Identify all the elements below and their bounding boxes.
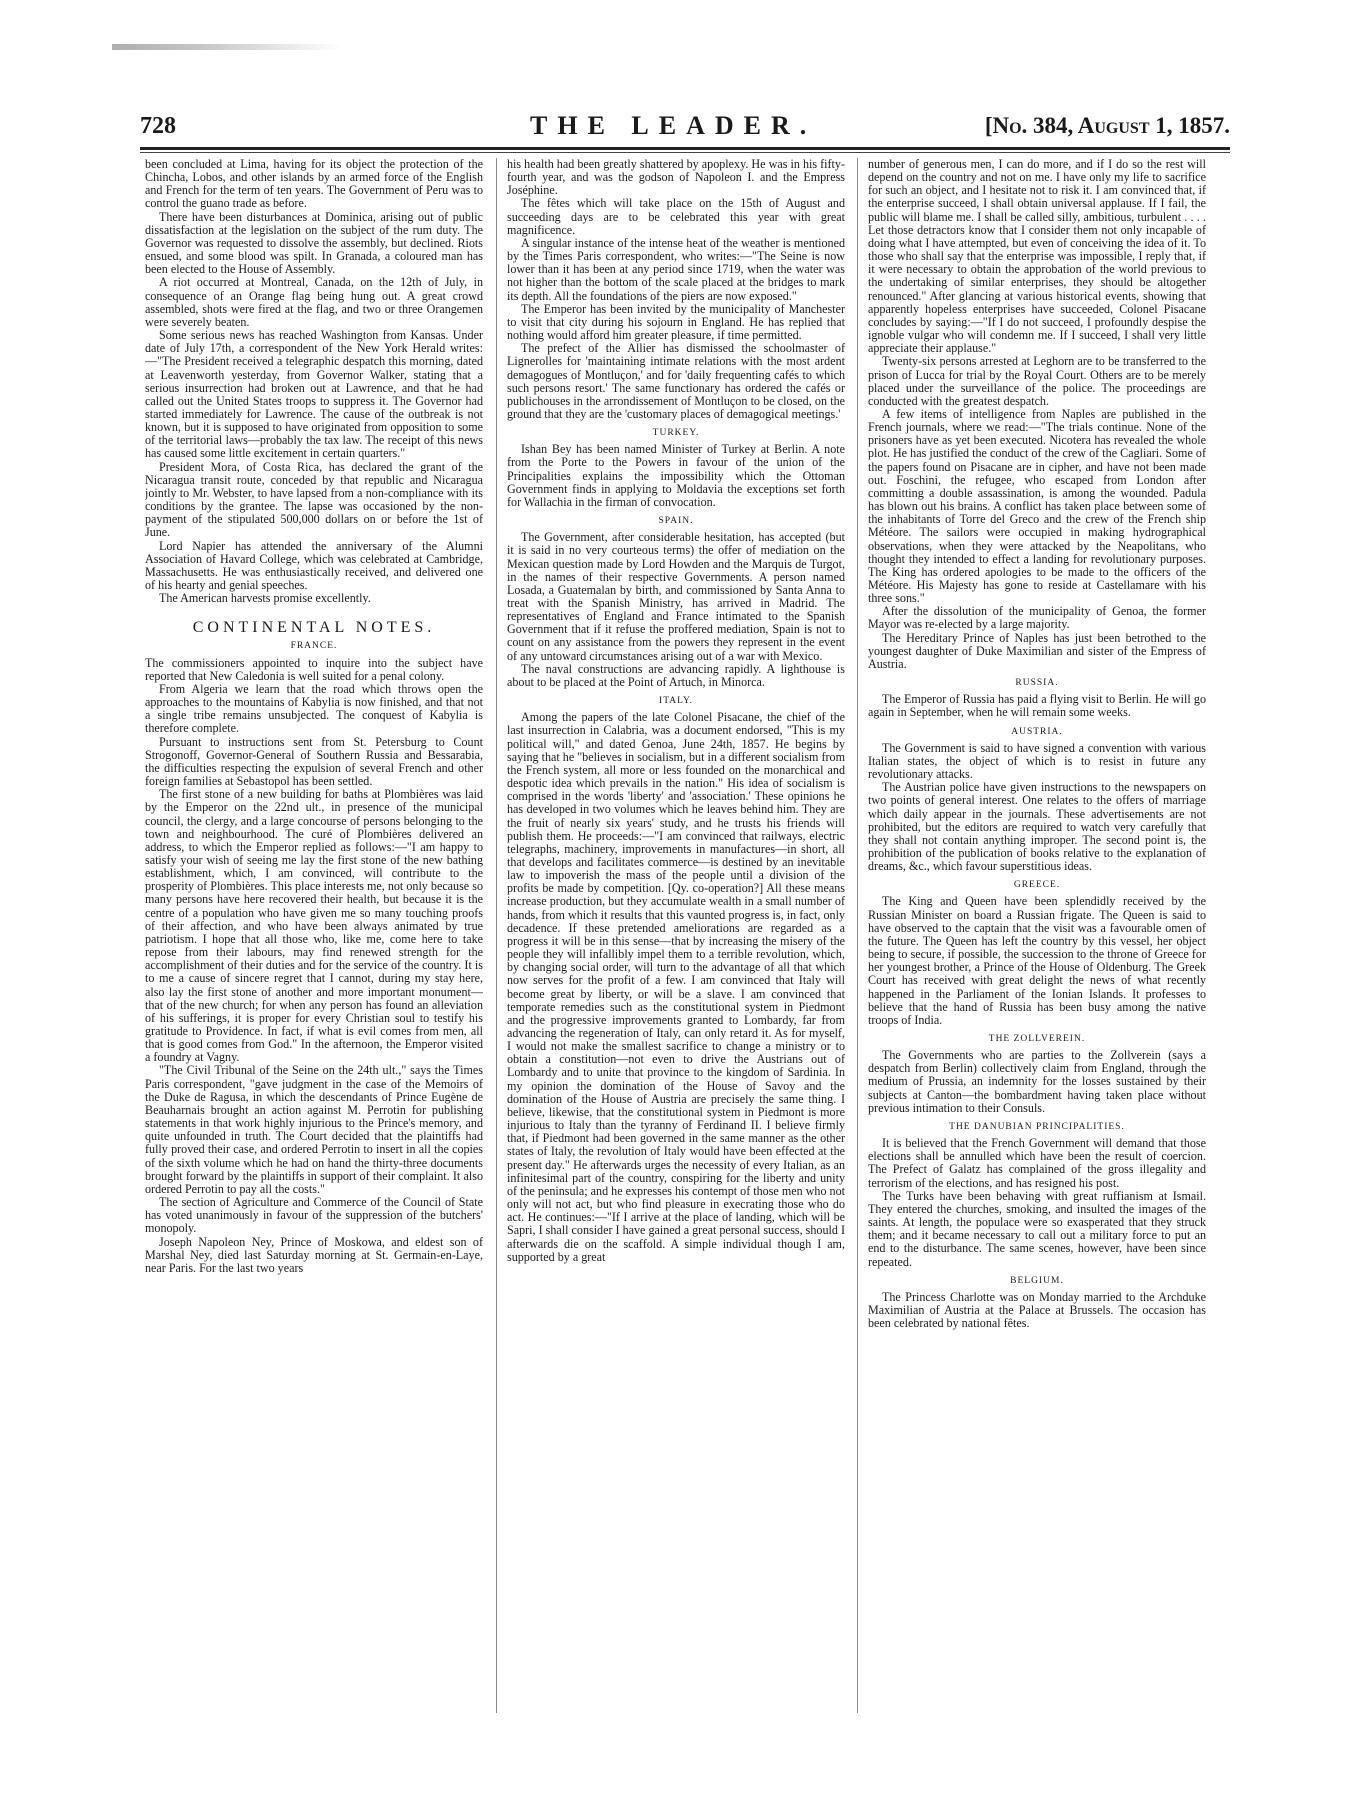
paragraph: A riot occurred at Montreal, Canada, on the 12th of July, in consequence of an Orange flag being hung out. A great crowd assembled, shots were fired at the flag, and two or three Orangemen were severely beaten. bbox=[145, 275, 483, 329]
paragraph: The Princess Charlotte was on Monday married to the Archduke Maximilian of Austria at the Palace at Brussels. The occasion has been celebrated by national fêtes. bbox=[868, 1289, 1206, 1331]
paragraph: The Emperor has been invited by the municipality of Manchester to visit that city during his sojourn in England. He has replied that nothing would afford him greater pleasure, if time permitted. bbox=[507, 301, 845, 343]
column-3 bbox=[868, 158, 1206, 1713]
paragraph: Joseph Napoleon Ney, Prince of Moskowa, and eldest son of Marshal Ney, died last Saturday morning at St. Germain-en-Laye, near Paris. For the last two years bbox=[145, 1234, 483, 1275]
paragraph: Ishan Bey has been named Minister of Turkey at Berlin. A note from the Porte to the Powers in favour of the union of the Principalities explains the impossibility which the Ottoman Government finds in applying to Moldavia the exceptions set forth for Wallachia in the firman of convocation. bbox=[507, 442, 845, 509]
subsection-heading: THE ZOLLVEREIN. bbox=[988, 1034, 1086, 1044]
subsection-heading: FRANCE. bbox=[290, 641, 338, 652]
paragraph: Twenty-six persons arrested at Leghorn are to be transferred to the prison of Lucca for trial by the Royal Court. Others are to be merely placed under the surveillance of the police. The proceedings are conducted with the greatest despatch. bbox=[868, 354, 1206, 408]
paragraph: Lord Napier has attended the anniversary of the Alumni Association of Havard College, which was celebrated at Cambridge, Massachusetts. He was enthusiastically received, and delivered one of his hearty and genial speeches. bbox=[145, 538, 483, 592]
paragraph: There have been disturbances at Dominica, arising out of public dissatisfaction at the legislation on the subject of the rum duty. The Governor was requested to dissolve the assembly, but declined. Riots ensued, and some blood was spilt. In Granada, a coloured man has been elected to the House of Assembly. bbox=[145, 209, 483, 277]
paragraph: his health had been greatly shattered by apoplexy. He was in his fifty-fourth year, and was the godson of Napoleon I. and the Empress Joséphine. bbox=[507, 158, 845, 198]
paragraph: President Mora, of Costa Rica, has declared the grant of the Nicaragua transit route, conceded by that republic and Nicaragua jointly to Mr. Webster, to have lapsed from a non-compliance with its conditions by the grantee. The lapse was occasioned by the non-payment of the stipulated 500,000 dollars on or before the 1st of June. bbox=[145, 459, 483, 540]
paragraph: "The Civil Tribunal of the Seine on the 24th ult.," says the Times Paris correspondent, "gave judgment in the case of the Memoirs of the Duke de Ragusa, in which the descendants of Prince Eugène de Beauharnais brought an action against M. Perrotin for publishing statements in that work highly injurious to the Prince's memory, and quite unfounded in truth. The Court decided that the plaintiffs had fully proved their case, and ordered Perrotin to insert in all the copies of the sixth volume which he had on hand the thirty-three documents brought forward by the plaintiffs in support of their complaint. It also ordered Perrotin to pay all the costs." bbox=[145, 1063, 483, 1196]
paragraph: Among the papers of the late Colonel Pisacane, the chief of the last insurrection in Calabria, was a document endorsed, "This is my political will," and dated Genoa, June 24th, 1857. He begins by saying that he "believes in socialism, but in a different socialism from the French system, all more or less founded on the monarchical and despotic idea which prevails in the nation." His idea of socialism is comprised in the words 'liberty' and 'association.' These opinions he has developed in two volumes which he leaves behind him. They are the fruit of nearly six years' study, and he trusts his friends will publish them. He proceeds:—"I am convinced that railways, electric telegraphs, machinery, improvements in manufactures—in short, all that develops and facilitates commerce—is destined by an inevitable law to impoverish the mass of the people until a division of the profits be made by competition. [Qy. co-operation?] All these means increase production, but they accumulate wealth in a small number of hands, from which it results that this vaunted progress is, in fact, only decadence. If these pretended ameliorations are regarded as a progress it will be in this sense—that by increasing the misery of the people they will infallibly impel them to a terrible revolution, which, by changing social order, will turn to the advantage of all that which now serves for the profit of a few. I am convinced that Italy will become great by liberty, or will be a slave. I am convinced that temporate remedies such as the constitutional system in Piedmont and the progressive improvements granted to Lombardy, far from advancing the regeneration of Italy, can only retard it. As for myself, I would not make the smallest sacrifice to change a ministry or to obtain a constitution—not even to drive the Austrians out of Lombardy and to unite that province to the kingdom of Sardinia. In my opinion the domination of the House of Savoy and the domination of the House of Austria are precisely the same thing. I believe, likewise, that the constitutional system in Piedmont is more injurious to Italy than the tyranny of Ferdinand II. I believe firmly that, if Piedmont had been governed in the same manner as the other states of Italy, the revolution of Italy would have been effected at the present day." He afterwards urges the necessity of every Italian, as an infinitesimal part of the country, conspiring for the liberty and unity of the peninsula; and he expresses his contempt of those men who not only will not act, but who find pleasure in execrating those who do act. He continues:—"If I arrive at the place of landing, which will be Sapri, I shall consider I have gained a great personal success, should I afterwards die on the scaffold. A simple individual though I am, supported by a great bbox=[507, 710, 845, 1264]
paragraph: The fêtes which will take place on the 15th of August and succeeding days are to be celebrated this year with great magnificence. bbox=[507, 196, 845, 237]
paragraph: Some serious news has reached Washington from Kansas. Under date of July 17th, a correspondent of the New York Herald writes:—"The President received a telegraphic despatch this morning, dated at Leavenworth yesterday, from Governor Walker, stating that a serious insurrection had broken out at Lawrence, and that he had called out the United States troops to suppress it. The Governor had started immediately for Lawrence. The cause of the outbreak is not known, but it is supposed to have originated from opposition to some of the territorial laws—probably the tax law. The receipt of this news has caused some little excitement in certain quarters." bbox=[145, 328, 483, 461]
paragraph: The Governments who are parties to the Zollverein (says a despatch from Berlin) collectively claim from England, through the medium of Prussia, an indemnity for the losses sustained by their subjects at Canton—the bombardment having taken place without previous intimation to their Consuls. bbox=[868, 1048, 1206, 1115]
subsection-heading: AUSTRIA. bbox=[1011, 726, 1063, 737]
subsection-heading: ITALY. bbox=[659, 696, 693, 707]
paragraph: The first stone of a new building for baths at Plombières was laid by the Emperor on the 22nd ult., in presence of the municipal council, the clergy, and a large concourse of persons belonging to the town and neighbourhood. The curé of Plombières delivered an address, to which the Emperor replied as follows:—"I am happy to satisfy your wish of seeing me lay the first stone of the new bathing establishment, which, I am convinced, will contribute to the prosperity of Plombières. This place interests me, not only because so many persons have here recovered their health, but because it is the centre of a population who have given me so many touching proofs of their affection, and who have been always animated by true patriotism. I hope that all those who, like me, come here to take repose from their labours, may find renewed strength for the accomplishment of their duties and for the service of the country. It is to me a cause of sincere regret that I cannot, during my stay here, also lay the first stone of another and more important monument—that of the new church; for when any person has found an alleviation of his sufferings, it is proper for every Christian soul to testify his gratitude to Providence. In fact, if what is evil comes from men, all that is good comes from God." In the afternoon, the Emperor visited a foundry at Vagny. bbox=[145, 787, 483, 1065]
paragraph: A singular instance of the intense heat of the weather is mentioned by the Times Paris correspondent, who writes:—"The Seine is now lower than it has been at any period since 1719, when the water was not higher than the bottom of the scale placed at the bridges to mark its depth. All the foundations of the piers are now exposed." bbox=[507, 235, 845, 303]
paragraph: The Turks have been behaving with great ruffianism at Ismail. They entered the churches, smoking, and insulted the images of the saints. At length, the populace were so exasperated that they struck them; and it became necessary to call out a military force to put an end to the disturbance. The same scenes, however, have been since repeated. bbox=[868, 1188, 1206, 1269]
issue-line: [No. 384, August 1, 1857. bbox=[984, 113, 1230, 138]
paragraph: The commissioners appointed to inquire into the subject have reported that New Caledonia is well suited for a penal colony. bbox=[145, 655, 483, 683]
paragraph: number of generous men, I can do more, and if I do so the rest will depend on the country and not on me. I have only my life to sacrifice for such an object, and I hesitate not to risk it. I am convinced that, if the enterprise succeed, I shall obtain universal applause. If I fail, the public will blame me. I shall be called silly, ambitious, turbulent . . . . Let those detractors know that I consider them not only incapable of doing what I have attempted, but even of conceiving the idea of it. To those who shall say that the enterprise was impossible, I reply that, if it were necessary to obtain the approbation of the world previous to the undertaking of similar enterprises, they should be altogether renounced." After glancing at various historical events, showing that apparently hopeless enterprises have succeeded, Colonel Pisacane concludes by saying:—"If I do not succeed, I profoundly despise the ignoble vulgar who will condemn me. If I succeed, I shall very little appreciate their applause." bbox=[868, 158, 1206, 356]
paragraph: The naval constructions are advancing rapidly. A lighthouse is about to be placed at the Point of Artuch, in Minorca. bbox=[507, 661, 845, 689]
scan-artifact bbox=[112, 44, 342, 50]
column-divider bbox=[857, 158, 858, 1713]
subsection-heading: TURKEY. bbox=[652, 428, 700, 439]
page-number: 728 bbox=[140, 113, 176, 139]
paper-title: THE LEADER. bbox=[530, 111, 817, 140]
column-1 bbox=[145, 158, 483, 1713]
paragraph: After the dissolution of the municipality of Genoa, the former Mayor was re-elected by a large majority. bbox=[868, 604, 1206, 632]
paragraph: The American harvests promise excellently. bbox=[159, 591, 371, 606]
column-divider bbox=[496, 158, 497, 1713]
masthead bbox=[140, 113, 1230, 143]
header-rule-thin bbox=[140, 152, 1230, 153]
paragraph: It is believed that the French Government will demand that those elections shall be annulled which have been the result of coercion. The Prefect of Galatz has complained of the gross illegality and terrorism of the elections, and has resigned his post. bbox=[868, 1136, 1206, 1190]
paragraph: The King and Queen have been splendidly received by the Russian Minister on board a Russian frigate. The Queen is said to have observed to the captain that the visit was a favourable omen of the future. The Queen has left the country by this vessel, her object being to secure, if possible, the succession to the throne of Greece for her youngest brother, a Prince of the House of Oldenburg. The Greek Court has received with great delight the news of what recently happened in the Parliament of the Ionian Islands. It professes to believe that the hand of Russia has been busy among the native troops of India. bbox=[868, 894, 1206, 1027]
paragraph: The Government is said to have signed a convention with various Italian states, the object of which is to resist in future any revolutionary attacks. bbox=[868, 740, 1206, 782]
section-title: CONTINENTAL NOTES. bbox=[192, 619, 436, 637]
subsection-heading: RUSSIA. bbox=[1015, 678, 1059, 689]
paragraph: The prefect of the Allier has dismissed the schoolmaster of Lignerolles for 'maintaining intimate relations with the most ardent demagogues of Montluçon,' and for 'daily frequenting cafés to which such persons resort.' The same functionary has ordered the cafés or publichouses in the arrondissement of Montluçon to be closed, on the ground that they are the 'customary places of demagogical meetings.' bbox=[507, 341, 845, 421]
column-2 bbox=[507, 158, 845, 1713]
paragraph: been concluded at Lima, having for its object the protection of the Chincha, Lobos, and other islands by an armed force of the English and French for the term of ten years. The Government of Peru was to control the guano trade as before. bbox=[145, 158, 483, 211]
paragraph: The Government, after considerable hesitation, has accepted (but it is said in no very courteous terms) the offer of mediation on the Mexican question made by Lord Howden and the Marquis de Turgot, in the names of their respective Governments. A person named Losada, a Guatemalan by birth, and commissioned by Santa Anna to treat with the Spanish Ministry, has arrived in Madrid. The representatives of England and France intimated to the Spanish Government that if it refuse the proffered mediation, Spain is not to count on any assistance from the powers they represent in the event of any untoward circumstances arising out of a war with Mexico. bbox=[507, 530, 845, 663]
subsection-heading: GREECE. bbox=[1013, 880, 1061, 891]
paragraph: The section of Agriculture and Commerce of the Council of State has voted unanimously in favour of the suppression of the butchers' monopoly. bbox=[145, 1195, 483, 1236]
paragraph: The Hereditary Prince of Naples has just been betrothed to the youngest daughter of Duke Maximilian and sister of the Empress of Austria. bbox=[868, 630, 1206, 671]
paragraph: From Algeria we learn that the road which throws open the approaches to the mountains of Kabylia is now finished, and that not a single tribe remains unsubjected. The conquest of Kabylia is therefore complete. bbox=[145, 681, 483, 736]
subsection-heading: SPAIN. bbox=[658, 516, 694, 527]
header-rule bbox=[140, 147, 1230, 150]
paragraph: The Austrian police have given instructions to the newspapers on two points of general interest. One relates to the offers of marriage which daily appear in the journals. These advertisements are not prohibited, but the editors are required to watch very carefully that they shall not contain anything improper. The second point is, the prohibition of the publication of books relative to the explanation of dreams, &c., which favour superstitious ideas. bbox=[868, 780, 1206, 874]
subsection-heading: BELGIUM. bbox=[1010, 1275, 1064, 1286]
paragraph: The Emperor of Russia has paid a flying visit to Berlin. He will go again in September, when he will remain some weeks. bbox=[868, 692, 1206, 720]
paragraph: A few items of intelligence from Naples are published in the French journals, where we read:—"The trials continue. None of the prisoners have as yet been executed. Nicotera has revealed the whole plot. He has justified the conduct of the crew of the Cagliari. Some of the papers found on Pisacane are in cipher, and have not been made out. Foschini, the refugee, who escaped from London after committing a double assassination, is among the wounded. Padula has blown out his brains. A conflict has taken place between some of the inhabitants of Torre del Greco and the crew of the French ship Météore. The sailors were occupied in making hydrographical observations, when they were attacked by the Neapolitans, who thought they intended to effect a landing for revolutionary purposes. The King has ordered apologies to be made to the officers of the Météore. His Majesty has gone to reside at Castellamare with his three sons." bbox=[868, 406, 1206, 606]
paragraph: Pursuant to instructions sent from St. Petersburg to Count Strogonoff, Governor-General of Southern Russia and Bessarabia, the difficulties respecting the expulsion of several French and other foreign families at Sebastopol has been settled. bbox=[145, 734, 483, 789]
subsection-heading: THE DANUBIAN PRINCIPALITIES. bbox=[949, 1121, 1125, 1132]
